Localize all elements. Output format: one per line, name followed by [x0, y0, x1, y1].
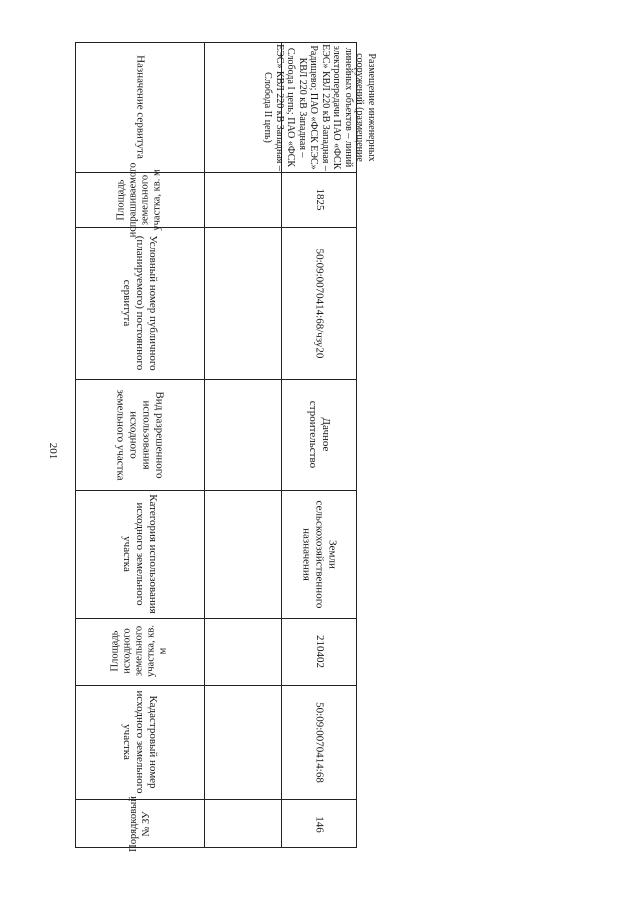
cell-source-area: 210402	[314, 635, 326, 668]
header-sequence-number: Порядковый № ЗУ	[128, 796, 152, 852]
cell-requested-area: 1825	[314, 188, 326, 211]
header-requested-area: Площадь испрашиваемого земельного участка, кв. м	[115, 162, 163, 238]
header-servitude-number: Условный номер публичного (планируемого) постоянного сервитута	[121, 235, 160, 371]
header-permitted-use: Вид разрешенного использования исходного земельного участка	[114, 389, 166, 481]
header-source-area: Площадь исходного земельного участка, кв. м	[109, 625, 169, 677]
header-servitude-purpose: Назначение сервитута	[135, 55, 147, 159]
header-cadastral-number: Кадастровый номер исходного земельного участка	[121, 690, 160, 794]
servitude-table	[75, 42, 377, 852]
cell-sequence-number: 146	[313, 816, 326, 833]
cell-cadastral-number: 50:09:0070414:68	[313, 702, 326, 783]
cell-permitted-use: Дачное строительство	[307, 400, 333, 469]
cell-servitude-number: 50:09:0070414:68/чзу20	[313, 248, 326, 359]
cell-land-category: Земли сельскохозяйственного назначения	[300, 500, 339, 609]
page-number: 201	[47, 442, 59, 460]
header-land-category: Категория использования исходного земельного участка	[121, 494, 160, 614]
cell-servitude-purpose: Размещение инженерных сооружений (размещение линейных объектов – линий электропередачи ПАО «ФСК ЕЭС» КВЛ 220 кВ Западная – Радищево; ПАО «ФСК ЕЭС» КВЛ 220 кВ Западная – Слобода I цепь; ПАО «ФСК ЕЭС» КВЛ 220 кВ Западная – Слобода II цепь)	[262, 44, 377, 171]
